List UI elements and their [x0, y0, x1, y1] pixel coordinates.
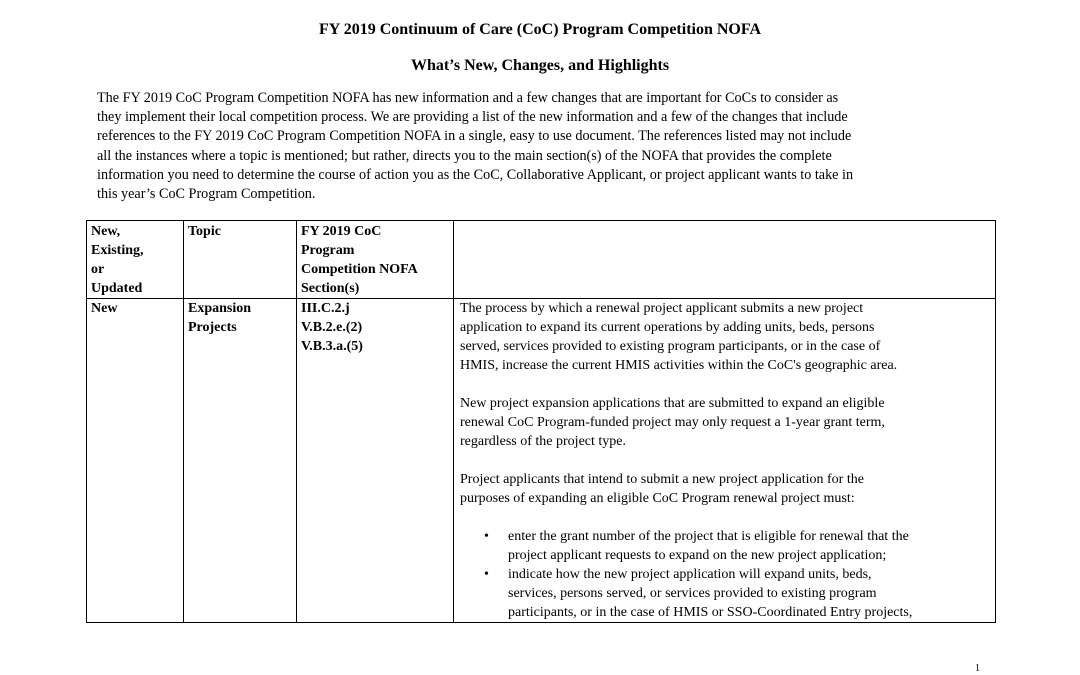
intro-paragraph [97, 89, 997, 204]
intro-line: all the instances where a topic is mentioned; but rather, directs you to the main section(s) of the NOFA that provides the complete [97, 147, 832, 164]
description-cell [454, 299, 996, 623]
description-line: served, services provided to existing program participants, or in the case of [460, 339, 881, 354]
topic-line: Expansion [188, 301, 252, 316]
description-line: regardless of the project type. [460, 434, 626, 449]
header-line: or [91, 262, 105, 277]
description-line: indicate how the new project application will expand units, beds, [508, 567, 872, 582]
column-header-description [454, 221, 996, 299]
intro-line: information you need to determine the course of action you as the CoC, Collaborative Applicant, or project applicant wants to take in [97, 166, 854, 183]
header-line: Section(s) [301, 281, 360, 296]
section-reference: V.B.3.a.(5) [301, 339, 363, 354]
description-line: enter the grant number of the project that is eligible for renewal that the [508, 529, 909, 544]
status-cell: New [87, 299, 184, 623]
topic-line: Projects [188, 320, 237, 335]
description-line: services, persons served, or services provided to existing program [508, 586, 877, 601]
description-paragraph [460, 394, 991, 451]
requirements-list [460, 527, 991, 622]
bullet-icon: • [484, 567, 489, 582]
description-line: participants, or in the case of HMIS or SSO-Coordinated Entry projects, [508, 605, 913, 620]
description-line: The process by which a renewal project applicant submits a new project [460, 301, 864, 316]
description-line: application to expand its current operations by adding units, beds, persons [460, 320, 875, 335]
section-cell [297, 299, 454, 623]
document-title: FY 2019 Continuum of Care (CoC) Program Competition NOFA [318, 21, 762, 38]
header-line: New, [91, 224, 121, 239]
header-line: Program [301, 243, 355, 258]
description-line: renewal CoC Program-funded project may only request a 1-year grant term, [460, 415, 885, 430]
header-line: Updated [91, 281, 143, 296]
section-reference: III.C.2.j [301, 301, 350, 316]
page-number: 1 [975, 663, 980, 674]
column-header-section [297, 221, 454, 299]
description-line: Project applicants that intend to submit a new project application for the [460, 472, 864, 487]
intro-line: references to the FY 2019 CoC Program Competition NOFA in a single, easy to use document. The references listed may not include [97, 128, 852, 145]
description-line: purposes of expanding an eligible CoC Program renewal project must: [460, 491, 855, 506]
column-header-topic: Topic [184, 221, 297, 299]
bullet-icon: • [484, 529, 489, 544]
header-line: FY 2019 CoC [301, 224, 382, 239]
intro-line: The FY 2019 CoC Program Competition NOFA has new information and a few changes that are important for CoCs to consider as [97, 90, 839, 106]
description-line: project applicant requests to expand on the new project application; [508, 548, 887, 563]
nofa-changes-table [86, 220, 996, 623]
description-line: HMIS, increase the current HMIS activities within the CoC's geographic area. [460, 358, 898, 373]
list-item [484, 565, 991, 622]
description-paragraph [460, 299, 991, 375]
document-subtitle: What’s New, Changes, and Highlights [410, 57, 670, 74]
table-row [87, 299, 996, 623]
list-item [484, 527, 991, 565]
intro-line: this year’s CoC Program Competition. [97, 186, 316, 203]
description-paragraph [460, 470, 991, 508]
table-header-row [87, 221, 996, 299]
header-line: Existing, [91, 243, 144, 258]
header-line: Competition NOFA [301, 262, 418, 277]
column-header-status [87, 221, 184, 299]
topic-cell [184, 299, 297, 623]
intro-line: they implement their local competition process. We are providing a list of the new information and a few of the changes that include [97, 109, 848, 126]
section-reference: V.B.2.e.(2) [301, 320, 363, 335]
description-line: New project expansion applications that are submitted to expand an eligible [460, 396, 885, 411]
